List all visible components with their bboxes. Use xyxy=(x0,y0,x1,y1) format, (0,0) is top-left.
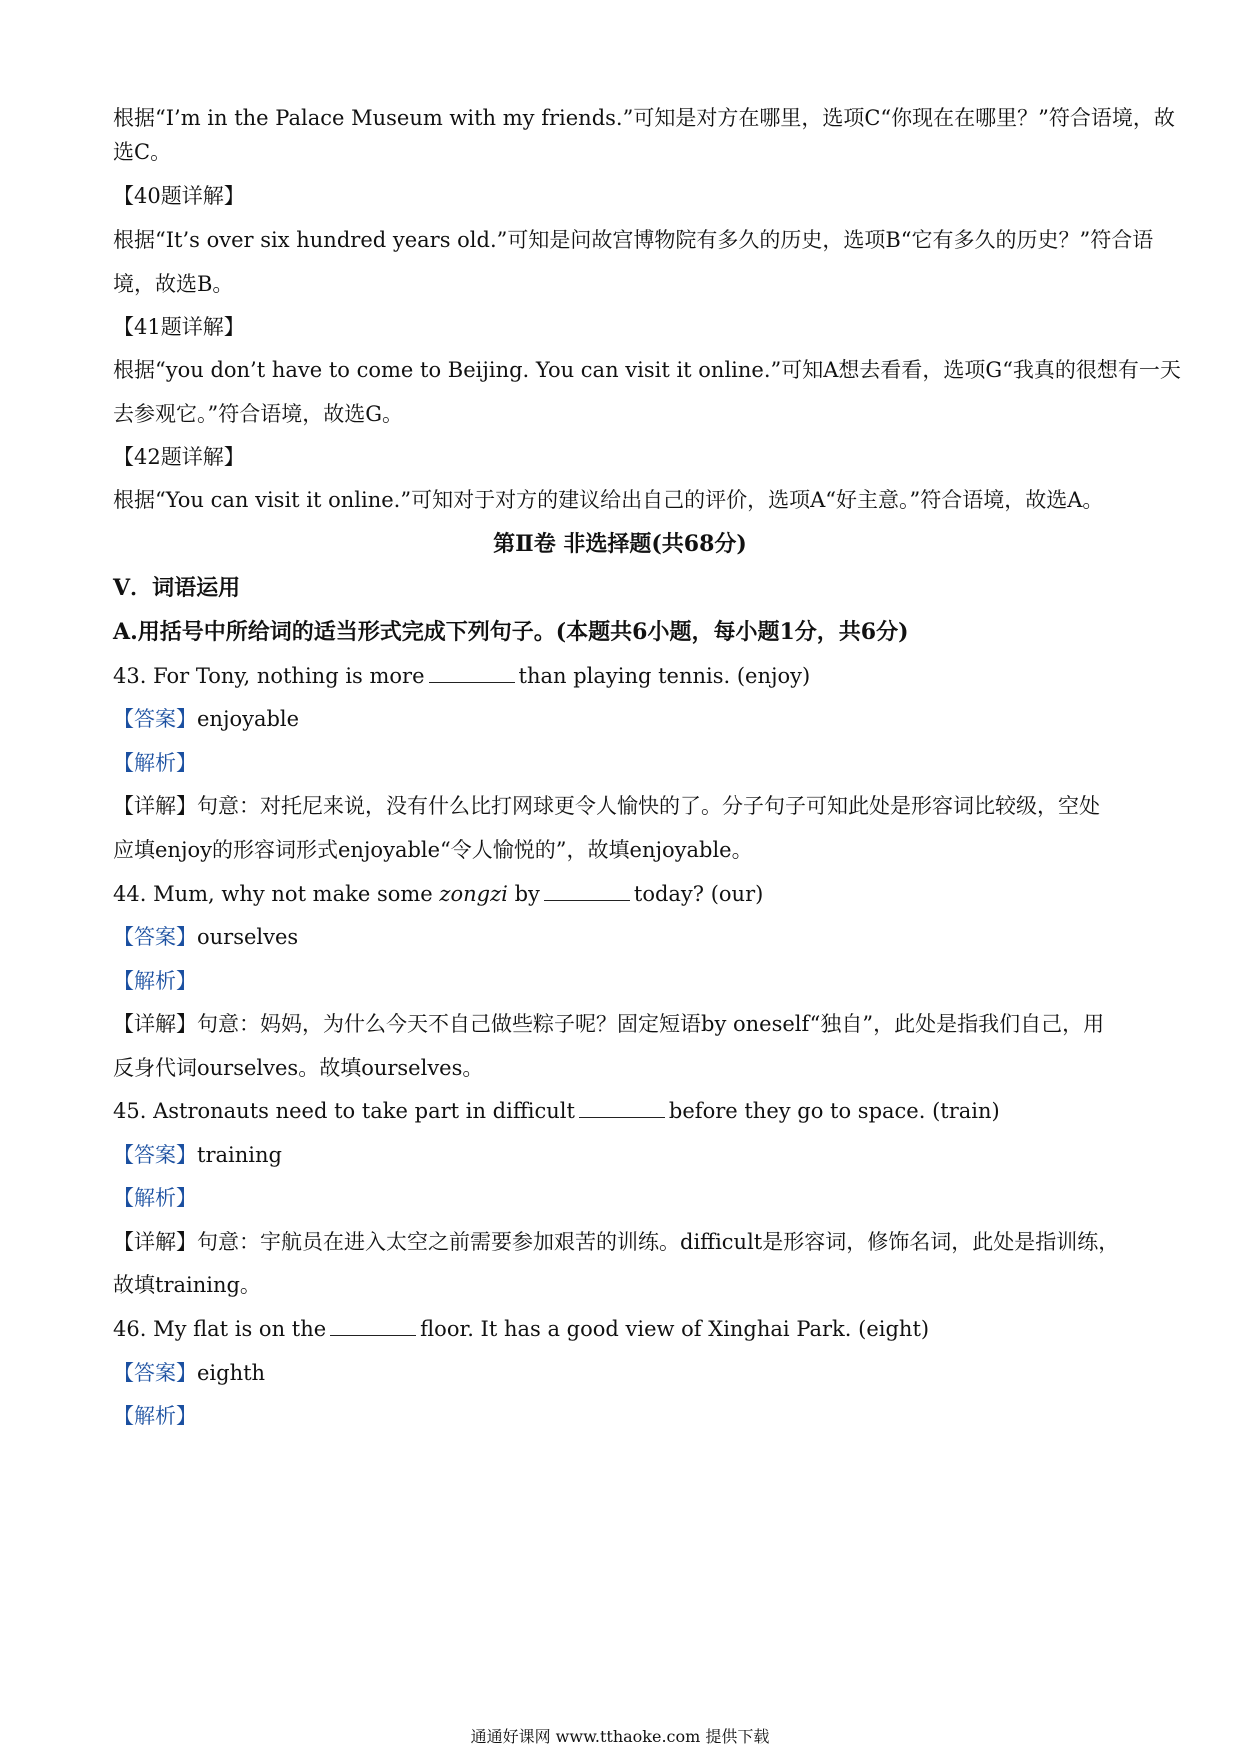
section-title: V．词语运用 xyxy=(113,575,241,601)
answer-45 xyxy=(113,1141,1123,1169)
answer-value: training xyxy=(197,1143,282,1167)
question-text: by xyxy=(514,882,540,906)
text-line: 应填enjoy的形容词形式enjoyable“令人愉悦的”，故填enjoyable。 xyxy=(113,838,753,862)
text-line: 根据“you don’t have to come to Beijing. You can visit it online.”可知A想去看看，选项G“我真的很想有一天 xyxy=(113,358,1181,382)
detail-45 xyxy=(113,1228,1123,1256)
text-line: 反身代词ourselves。故填ourselves。 xyxy=(113,1056,484,1080)
detail-label: 【详解】 xyxy=(113,1230,197,1254)
answer-blank xyxy=(579,1099,665,1118)
question-text: 43. For Tony, nothing is more xyxy=(113,664,425,688)
detail-label: 【详解】 xyxy=(113,794,197,818)
answer-value: eighth xyxy=(197,1361,266,1385)
answer-blank xyxy=(429,664,515,683)
text-line: 根据“I’m in the Palace Museum with my friends.”可知是对方在哪里，选项C“你现在在哪里？”符合语境，故 xyxy=(113,106,1175,130)
part-title: 第Ⅱ卷 非选择题(共68分) xyxy=(493,531,747,557)
answer-46 xyxy=(113,1359,1123,1387)
italic-word: zongzi xyxy=(439,882,508,906)
analysis-label: 【解析】 xyxy=(113,969,197,993)
answer-value: ourselves xyxy=(197,925,299,949)
text-line: 选C。 xyxy=(113,140,172,164)
answer-blank xyxy=(330,1317,416,1336)
analysis-label: 【解析】 xyxy=(113,1404,197,1428)
detail-43 xyxy=(113,792,1123,820)
question-text: 44. Mum, why not make some xyxy=(113,882,433,906)
text-line: 境，故选B。 xyxy=(113,272,234,296)
question-text: floor. It has a good view of Xinghai Park. (eight) xyxy=(420,1317,930,1341)
answer-label: 【答案】 xyxy=(113,1143,197,1167)
text-line: 根据“You can visit it online.”可知对于对方的建议给出自己的评价，选项A“好主意。”符合语境，故选A。 xyxy=(113,488,1104,512)
answer-blank xyxy=(544,882,630,901)
question-text: 45. Astronauts need to take part in difficult xyxy=(113,1099,575,1123)
text-line: 故填training。 xyxy=(113,1273,261,1297)
text-line: 根据“It’s over six hundred years old.”可知是问故宫博物院有多久的历史，选项B“它有多久的历史？”符合语 xyxy=(113,228,1154,252)
answer-43 xyxy=(113,705,1123,733)
question-text: before they go to space. (train) xyxy=(668,1099,1000,1123)
detail-text: 句意：对托尼来说，没有什么比打网球更令人愉快的了。分子句子可知此处是形容词比较级，空处 xyxy=(197,794,1100,818)
question-46 xyxy=(113,1315,1123,1343)
answer-label: 【答案】 xyxy=(113,707,197,731)
analysis-label: 【解析】 xyxy=(113,751,197,775)
question-text: today? (our) xyxy=(633,882,764,906)
subheading-40: 【40题详解】 xyxy=(113,184,245,208)
analysis-label: 【解析】 xyxy=(113,1186,197,1210)
question-43 xyxy=(113,662,1123,690)
answer-label: 【答案】 xyxy=(113,1361,197,1385)
page-footer: 通通好课网 www.tthaoke.com 提供下载 xyxy=(470,1727,770,1746)
detail-text: 句意：妈妈，为什么今天不自己做些粽子呢？固定短语by oneself“独自”，此处是指我们自己，用 xyxy=(197,1012,1105,1036)
text-line: 去参观它。”符合语境，故选G。 xyxy=(113,402,404,426)
subheading-41: 【41题详解】 xyxy=(113,315,245,339)
question-text: 46. My flat is on the xyxy=(113,1317,327,1341)
detail-text: 句意：宇航员在进入太空之前需要参加艰苦的训练。difficult是形容词，修饰名词，此处是指训练， xyxy=(197,1230,1120,1254)
question-44 xyxy=(113,880,1123,908)
answer-value: enjoyable xyxy=(197,707,300,731)
question-45 xyxy=(113,1097,1123,1125)
subheading-42: 【42题详解】 xyxy=(113,445,245,469)
answer-44 xyxy=(113,923,1123,951)
question-text: than playing tennis. (enjoy) xyxy=(518,664,811,688)
detail-44 xyxy=(113,1010,1123,1038)
answer-label: 【答案】 xyxy=(113,925,197,949)
detail-label: 【详解】 xyxy=(113,1012,197,1036)
instruction-title: A.用括号中所给词的适当形式完成下列句子。(本题共6小题，每小题1分，共6分) xyxy=(113,619,909,645)
